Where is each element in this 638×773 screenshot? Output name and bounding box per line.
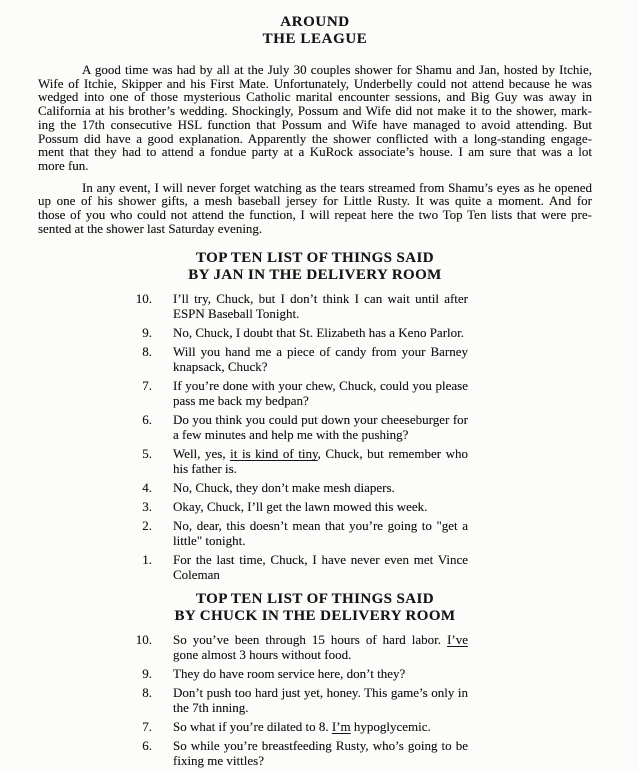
top-ten-list — [38, 591, 592, 768]
item-text-segment: No, Chuck, they don’t make mesh diapers. — [173, 480, 395, 496]
item-number: 2. — [142, 518, 152, 534]
item-text-segment: So while you’re breastfeeding Rusty, who’s going to be fixing me vittles? — [173, 738, 468, 769]
list-item — [38, 412, 592, 442]
item-text-segment: gone almost 3 hours without food. — [173, 647, 352, 663]
item-text — [173, 325, 468, 340]
item-text — [173, 446, 468, 476]
page-title-line: THE LEAGUE — [262, 30, 368, 47]
item-text-segment: No, Chuck, I doubt that St. Elizabeth has a Keno Parlor. — [173, 325, 465, 341]
item-text — [173, 412, 468, 442]
list-item — [38, 446, 592, 476]
item-number: 9. — [142, 325, 152, 341]
item-text — [173, 666, 468, 681]
list-heading — [38, 591, 592, 624]
item-text-segment: Do you think you could put down your cheeseburger for a few minutes and help me with the pushing? — [173, 412, 468, 443]
paragraph-line: ment that they had to attend a fondue party at a KuRock associate’s house. I am sure that was a lot — [38, 144, 592, 160]
paragraph-line: In any event, I will never forget watching as the tears streamed from Shamu’s eyes as he opened — [82, 179, 592, 195]
list-item — [38, 685, 592, 715]
item-number: 7. — [142, 719, 152, 735]
item-number: 10. — [135, 632, 152, 648]
item-number: 10. — [135, 291, 152, 307]
item-text — [173, 291, 468, 321]
paragraph-line: ing the 17th consecutive HSL function that Possum and Wife have managed to avoid attending. But — [38, 116, 592, 132]
paragraph-line: more fun. — [38, 157, 89, 173]
list-item — [38, 632, 592, 662]
item-text — [173, 344, 468, 374]
item-text-segment: They do have room service here, don’t they? — [173, 666, 406, 682]
intro-paragraphs — [38, 63, 592, 235]
list-heading-line: TOP TEN LIST OF THINGS SAID — [196, 250, 434, 267]
page-title — [38, 14, 592, 47]
underlined-text: it is kind of tiny — [230, 446, 318, 462]
item-number: 7. — [142, 378, 152, 394]
item-text — [173, 632, 468, 662]
item-number: 6. — [142, 738, 152, 754]
item-text-segment: Okay, Chuck, I’ll get the lawn mowed this week. — [173, 499, 428, 515]
top-ten-lists — [38, 250, 592, 768]
list-items — [38, 632, 592, 768]
item-text-segment: No, dear, this doesn’t mean that you’re going to "get a little" tonight. — [173, 518, 468, 549]
list-item — [38, 719, 592, 734]
item-text-segment: Will you hand me a piece of candy from your Barney knapsack, Chuck? — [173, 344, 468, 375]
item-number: 1. — [142, 552, 152, 568]
list-heading-line: BY CHUCK IN THE DELIVERY ROOM — [174, 607, 456, 624]
item-text — [173, 738, 468, 768]
item-text — [173, 499, 468, 514]
list-heading — [38, 250, 592, 283]
item-text-segment: I’ll try, Chuck, but I don’t think I can wait until after ESPN Baseball Tonight. — [173, 291, 468, 322]
item-number: 6. — [142, 412, 152, 428]
item-text — [173, 378, 468, 408]
top-ten-list — [38, 250, 592, 582]
item-number: 8. — [142, 685, 152, 701]
item-number: 4. — [142, 480, 152, 496]
list-item — [38, 325, 592, 340]
list-item — [38, 344, 592, 374]
item-text-segment: So you’ve been through 15 hours of hard labor. — [173, 632, 448, 648]
paragraph-line: wedged into one of those mysterious Catholic marital encounter sessions, and Big Guy was away in — [38, 89, 592, 105]
item-text — [173, 685, 468, 715]
paragraph-line: California at his brother’s wedding. Shockingly, Possum and Wife did not make it to the shower, mark- — [38, 103, 592, 119]
item-text — [173, 719, 468, 734]
item-text-segment: For the last time, Chuck, I have never even met Vince Coleman — [173, 552, 468, 583]
list-heading-line: BY JAN IN THE DELIVERY ROOM — [188, 266, 442, 283]
list-item — [38, 291, 592, 321]
item-text-segment: hypoglycemic. — [350, 719, 431, 735]
paragraph-line: those of you who could not attend the function, I will repeat here the two Top Ten lists that were pre- — [38, 207, 592, 223]
list-item — [38, 499, 592, 514]
item-text-segment: , Chuck, but remember who his father is. — [173, 446, 468, 477]
item-number: 8. — [142, 344, 152, 360]
paragraph-line: up one of his shower gifts, a mesh baseball jersey for Little Rusty. It was quite a moment. And for — [38, 193, 592, 209]
list-items — [38, 291, 592, 582]
paragraph — [38, 181, 592, 236]
item-text — [173, 518, 468, 548]
list-item — [38, 378, 592, 408]
paragraph — [38, 63, 592, 173]
paragraph-line: A good time was had by all at the July 30 couples shower for Shamu and Jan, hosted by Itchie, — [82, 62, 592, 77]
list-heading-line: TOP TEN LIST OF THINGS SAID — [196, 591, 434, 608]
item-number: 5. — [142, 446, 152, 462]
item-text — [173, 552, 468, 582]
list-item — [38, 738, 592, 768]
paragraph-line: Possum did have a good explanation. Apparently the shower conflicted with a long-standing engage- — [38, 130, 592, 146]
item-number: 9. — [142, 666, 152, 682]
underlined-text: I’ve — [447, 632, 468, 648]
item-text-segment: So what if you’re dilated to 8. — [173, 719, 332, 735]
paragraph-line: sented at the shower last Saturday evening. — [38, 220, 263, 236]
list-item — [38, 480, 592, 495]
paragraph-line: Wife of Itchie, Skipper and his First Mate. Unfortunately, Underbelly could not attend because he was — [38, 75, 592, 91]
item-text-segment: If you’re done with your chew, Chuck, could you please pass me back my bedpan? — [173, 378, 468, 409]
item-text-segment: Well, yes, — [173, 446, 231, 462]
page-title-line: AROUND — [280, 14, 350, 30]
list-item — [38, 666, 592, 681]
underlined-text: I’m — [331, 719, 351, 735]
item-text — [173, 480, 468, 495]
item-number: 3. — [142, 499, 152, 515]
list-item — [38, 518, 592, 548]
list-item — [38, 552, 592, 582]
item-text-segment: Don’t push too hard just yet, honey. This game’s only in the 7th inning. — [173, 685, 468, 716]
